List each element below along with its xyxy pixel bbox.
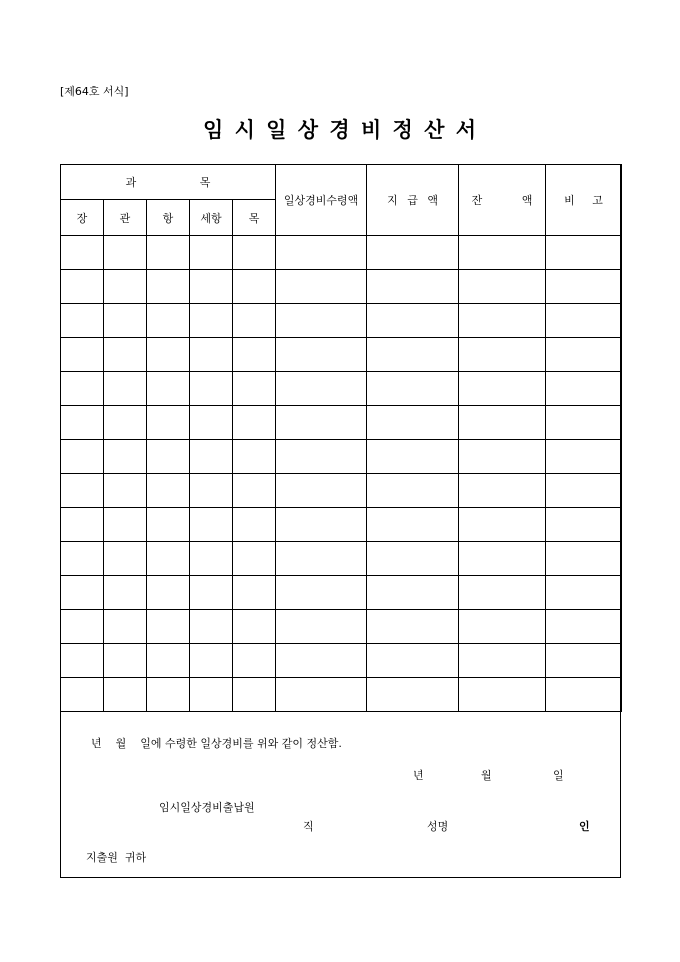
remarks-header: 비 고 <box>546 165 622 236</box>
section-cell[interactable] <box>104 304 147 338</box>
remarks-cell[interactable] <box>546 406 622 440</box>
item-cell[interactable] <box>147 610 190 644</box>
sub-item-cell[interactable] <box>190 440 233 474</box>
received-amount-cell[interactable] <box>276 610 367 644</box>
received-amount-cell[interactable] <box>276 236 367 270</box>
paid-amount-cell[interactable] <box>367 474 459 508</box>
table-row <box>61 678 622 712</box>
paid-amount-cell[interactable] <box>367 304 459 338</box>
detail-cell[interactable] <box>233 678 276 712</box>
sub-item-cell[interactable] <box>190 304 233 338</box>
remarks-cell[interactable] <box>546 610 622 644</box>
paid-amount-cell[interactable] <box>367 508 459 542</box>
item-cell[interactable] <box>147 304 190 338</box>
detail-cell[interactable] <box>233 610 276 644</box>
official-title-label: 임시일상경비출납원 <box>159 801 255 814</box>
chapter-cell[interactable] <box>61 406 104 440</box>
sub-item-cell[interactable] <box>190 678 233 712</box>
seal-label: 인 <box>579 820 590 833</box>
sub-item-cell[interactable] <box>190 406 233 440</box>
section-cell[interactable] <box>104 236 147 270</box>
paid-amount-cell[interactable] <box>367 236 459 270</box>
chapter-cell[interactable] <box>61 338 104 372</box>
item-cell[interactable] <box>147 576 190 610</box>
sub-item-cell[interactable] <box>190 474 233 508</box>
date-year-label: 년 <box>413 769 424 782</box>
chapter-header: 장 <box>61 200 104 236</box>
balance-cell[interactable] <box>459 440 546 474</box>
table-row <box>61 474 622 508</box>
balance-cell[interactable] <box>459 678 546 712</box>
remarks-cell[interactable] <box>546 644 622 678</box>
table-row <box>61 610 622 644</box>
balance-cell[interactable] <box>459 542 546 576</box>
detail-cell[interactable] <box>233 406 276 440</box>
received-amount-cell[interactable] <box>276 406 367 440</box>
section-cell[interactable] <box>104 440 147 474</box>
table-row <box>61 372 622 406</box>
table-row <box>61 508 622 542</box>
sub-item-cell[interactable] <box>190 236 233 270</box>
paid-amount-cell[interactable] <box>367 644 459 678</box>
paid-amount-cell[interactable] <box>367 576 459 610</box>
section-cell[interactable] <box>104 270 147 304</box>
remarks-cell[interactable] <box>546 270 622 304</box>
position-label: 직 <box>303 820 314 833</box>
received-amount-cell[interactable] <box>276 474 367 508</box>
section-cell[interactable] <box>104 508 147 542</box>
balance-cell[interactable] <box>459 508 546 542</box>
table-row <box>61 304 622 338</box>
detail-cell[interactable] <box>233 372 276 406</box>
table-row <box>61 406 622 440</box>
sub-item-cell[interactable] <box>190 338 233 372</box>
balance-cell[interactable] <box>459 644 546 678</box>
received-amount-cell[interactable] <box>276 338 367 372</box>
section-cell[interactable] <box>104 576 147 610</box>
received-amount-header: 일상경비수령액 <box>276 165 367 236</box>
received-amount-cell[interactable] <box>276 644 367 678</box>
table-row <box>61 644 622 678</box>
detail-cell[interactable] <box>233 270 276 304</box>
form-number: [제64호 서식] <box>60 85 129 98</box>
sub-item-cell[interactable] <box>190 270 233 304</box>
date-month-label: 월 <box>481 769 492 782</box>
remarks-cell[interactable] <box>546 508 622 542</box>
balance-cell[interactable] <box>459 270 546 304</box>
detail-cell[interactable] <box>233 542 276 576</box>
table-row <box>61 576 622 610</box>
item-cell[interactable] <box>147 406 190 440</box>
name-label: 성명 <box>427 820 449 833</box>
item-header: 항 <box>147 200 190 236</box>
section-cell[interactable] <box>104 678 147 712</box>
sub-item-cell[interactable] <box>190 576 233 610</box>
ledger-body <box>61 236 622 712</box>
section-cell[interactable] <box>104 542 147 576</box>
table-row <box>61 270 622 304</box>
chapter-cell[interactable] <box>61 508 104 542</box>
detail-header: 목 <box>233 200 276 236</box>
table-row <box>61 338 622 372</box>
detail-cell[interactable] <box>233 304 276 338</box>
balance-cell[interactable] <box>459 406 546 440</box>
remarks-cell[interactable] <box>546 542 622 576</box>
item-cell[interactable] <box>147 270 190 304</box>
footer-statement-area <box>61 715 622 879</box>
chapter-cell[interactable] <box>61 644 104 678</box>
sub-item-cell[interactable] <box>190 508 233 542</box>
item-cell[interactable] <box>147 644 190 678</box>
item-cell[interactable] <box>147 508 190 542</box>
settlement-statement: 년 월 일에 수령한 일상경비를 위와 같이 정산함. <box>91 737 342 750</box>
section-cell[interactable] <box>104 644 147 678</box>
received-amount-cell[interactable] <box>276 678 367 712</box>
sub-item-cell[interactable] <box>190 644 233 678</box>
received-amount-cell[interactable] <box>276 304 367 338</box>
chapter-cell[interactable] <box>61 474 104 508</box>
remarks-cell[interactable] <box>546 372 622 406</box>
remarks-cell[interactable] <box>546 576 622 610</box>
remarks-cell[interactable] <box>546 338 622 372</box>
paid-amount-cell[interactable] <box>367 440 459 474</box>
remarks-cell[interactable] <box>546 304 622 338</box>
detail-cell[interactable] <box>233 576 276 610</box>
sub-item-cell[interactable] <box>190 542 233 576</box>
paid-amount-cell[interactable] <box>367 610 459 644</box>
section-cell[interactable] <box>104 372 147 406</box>
chapter-cell[interactable] <box>61 236 104 270</box>
received-amount-cell[interactable] <box>276 372 367 406</box>
remarks-cell[interactable] <box>546 474 622 508</box>
item-cell[interactable] <box>147 236 190 270</box>
item-cell[interactable] <box>147 338 190 372</box>
received-amount-cell[interactable] <box>276 508 367 542</box>
section-cell[interactable] <box>104 610 147 644</box>
detail-cell[interactable] <box>233 338 276 372</box>
detail-cell[interactable] <box>233 474 276 508</box>
item-cell[interactable] <box>147 474 190 508</box>
chapter-cell[interactable] <box>61 372 104 406</box>
balance-cell[interactable] <box>459 576 546 610</box>
item-cell[interactable] <box>147 542 190 576</box>
detail-cell[interactable] <box>233 508 276 542</box>
section-cell[interactable] <box>104 406 147 440</box>
detail-cell[interactable] <box>233 236 276 270</box>
paid-amount-cell[interactable] <box>367 270 459 304</box>
sub-item-cell[interactable] <box>190 372 233 406</box>
received-amount-cell[interactable] <box>276 576 367 610</box>
section-cell[interactable] <box>104 474 147 508</box>
balance-cell[interactable] <box>459 474 546 508</box>
paid-amount-header: 지 급 액 <box>367 165 459 236</box>
balance-cell[interactable] <box>459 372 546 406</box>
chapter-cell[interactable] <box>61 678 104 712</box>
settlement-sheet <box>60 164 621 878</box>
document-title: 임 시 일 상 경 비 정 산 서 <box>202 117 478 142</box>
paid-amount-cell[interactable] <box>367 406 459 440</box>
balance-cell[interactable] <box>459 610 546 644</box>
settlement-table <box>60 164 622 712</box>
item-cell[interactable] <box>147 678 190 712</box>
paid-amount-cell[interactable] <box>367 338 459 372</box>
item-cell[interactable] <box>147 440 190 474</box>
sub-item-cell[interactable] <box>190 610 233 644</box>
remarks-cell[interactable] <box>546 236 622 270</box>
subject-group-header: 과 목 <box>61 165 276 200</box>
balance-header: 잔 액 <box>459 165 546 236</box>
balance-cell[interactable] <box>459 338 546 372</box>
detail-cell[interactable] <box>233 644 276 678</box>
section-cell[interactable] <box>104 338 147 372</box>
paid-amount-cell[interactable] <box>367 372 459 406</box>
chapter-cell[interactable] <box>61 576 104 610</box>
received-amount-cell[interactable] <box>276 542 367 576</box>
remarks-cell[interactable] <box>546 440 622 474</box>
chapter-cell[interactable] <box>61 270 104 304</box>
sub-item-header: 세항 <box>190 200 233 236</box>
date-day-label: 일 <box>553 769 564 782</box>
received-amount-cell[interactable] <box>276 440 367 474</box>
detail-cell[interactable] <box>233 440 276 474</box>
balance-cell[interactable] <box>459 304 546 338</box>
chapter-cell[interactable] <box>61 440 104 474</box>
addressee-label: 지출원 귀하 <box>86 851 147 864</box>
paid-amount-cell[interactable] <box>367 678 459 712</box>
section-header: 관 <box>104 200 147 236</box>
item-cell[interactable] <box>147 372 190 406</box>
paid-amount-cell[interactable] <box>367 542 459 576</box>
received-amount-cell[interactable] <box>276 270 367 304</box>
balance-cell[interactable] <box>459 236 546 270</box>
table-row <box>61 440 622 474</box>
chapter-cell[interactable] <box>61 542 104 576</box>
table-row <box>61 236 622 270</box>
chapter-cell[interactable] <box>61 610 104 644</box>
remarks-cell[interactable] <box>546 678 622 712</box>
table-row <box>61 542 622 576</box>
chapter-cell[interactable] <box>61 304 104 338</box>
